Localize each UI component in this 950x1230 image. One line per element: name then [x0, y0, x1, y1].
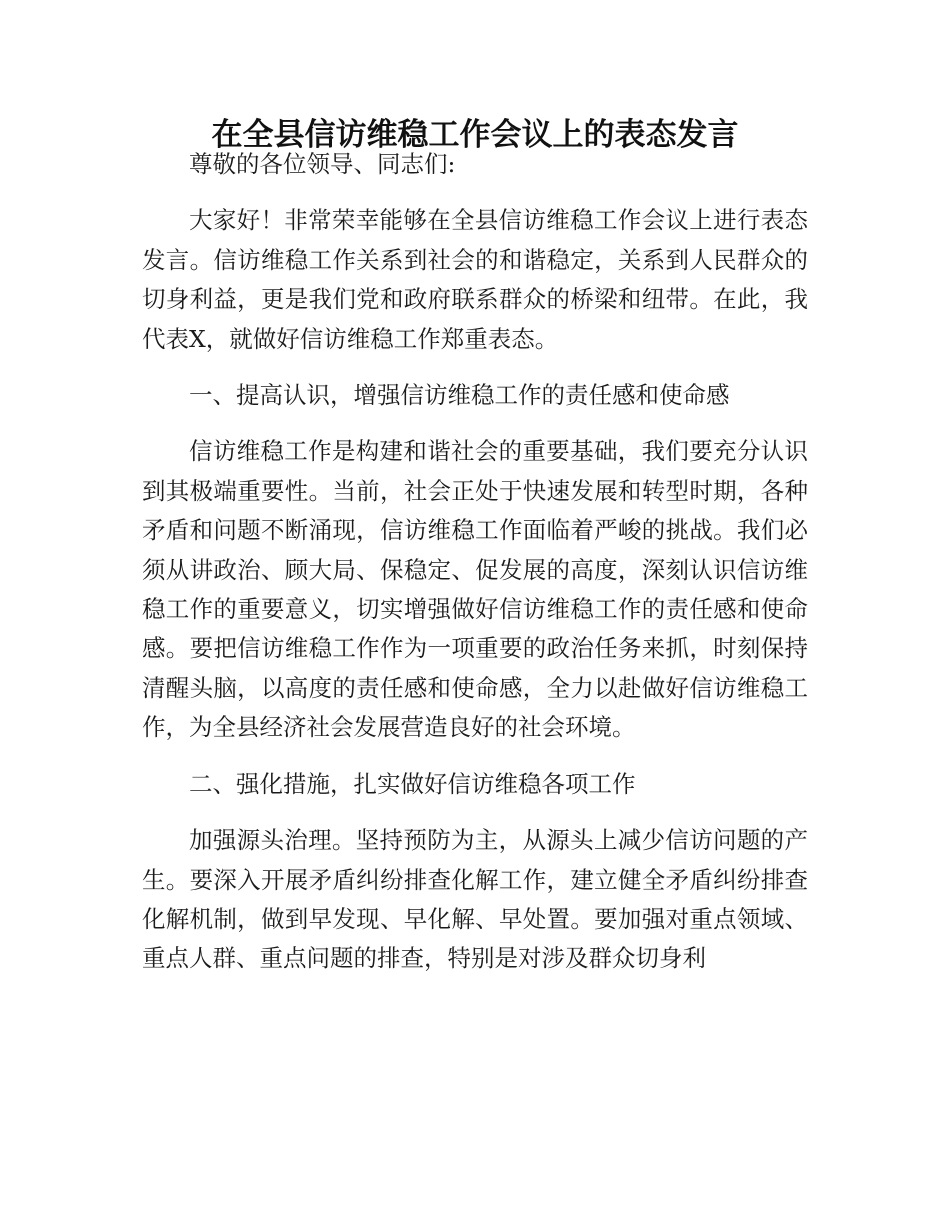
document-title: 在全县信访维稳工作会议上的表态发言: [211, 117, 739, 153]
paragraph-section-1: 信访维稳工作是构建和谐社会的重要基础，我们要充分认识到其极端重要性。当前，社会正处于快速发展和转型时期，各种矛盾和问题不断涌现，信访维稳工作面临着严峻的挑战。我们必须从讲政治、顾大局、保稳定、促发展的高度，深刻认识信访维稳工作的重要意义，切实增强做好信访维稳工作的责任感和使命感。要把信访维稳工作作为一项重要的政治任务来抓，时刻保持清醒头脑，以高度的责任感和使命感，全力以赴做好信访维稳工作，为全县经济社会发展营造良好的社会环境。: [142, 437, 808, 742]
section-heading-2: 二、强化措施，扎实做好信访维稳各项工作: [189, 769, 636, 798]
document-body: [142, 145, 808, 996]
salutation: 尊敬的各位领导、同志们:: [189, 150, 456, 178]
paragraph-opening: 大家好！非常荣幸能够在全县信访维稳工作会议上进行表态发言。信访维稳工作关系到社会的和谐稳定，关系到人民群众的切身利益，更是我们党和政府联系群众的桥梁和纽带。在此，我代表X，就做好信访维稳工作郑重表态。: [142, 206, 808, 353]
paragraph-section-2: 加强源头治理。坚持预防为主，从源头上减少信访问题的产生。要深入开展矛盾纠纷排查化解工作，建立健全矛盾纠纷排查化解机制，做到早发现、早化解、早处置。要加强对重点领域、重点人群、重点问题的排查，特别是对涉及群众切身利: [142, 826, 808, 973]
section-heading-1: 一、提高认识，增强信访维稳工作的责任感和使命感: [189, 381, 730, 410]
